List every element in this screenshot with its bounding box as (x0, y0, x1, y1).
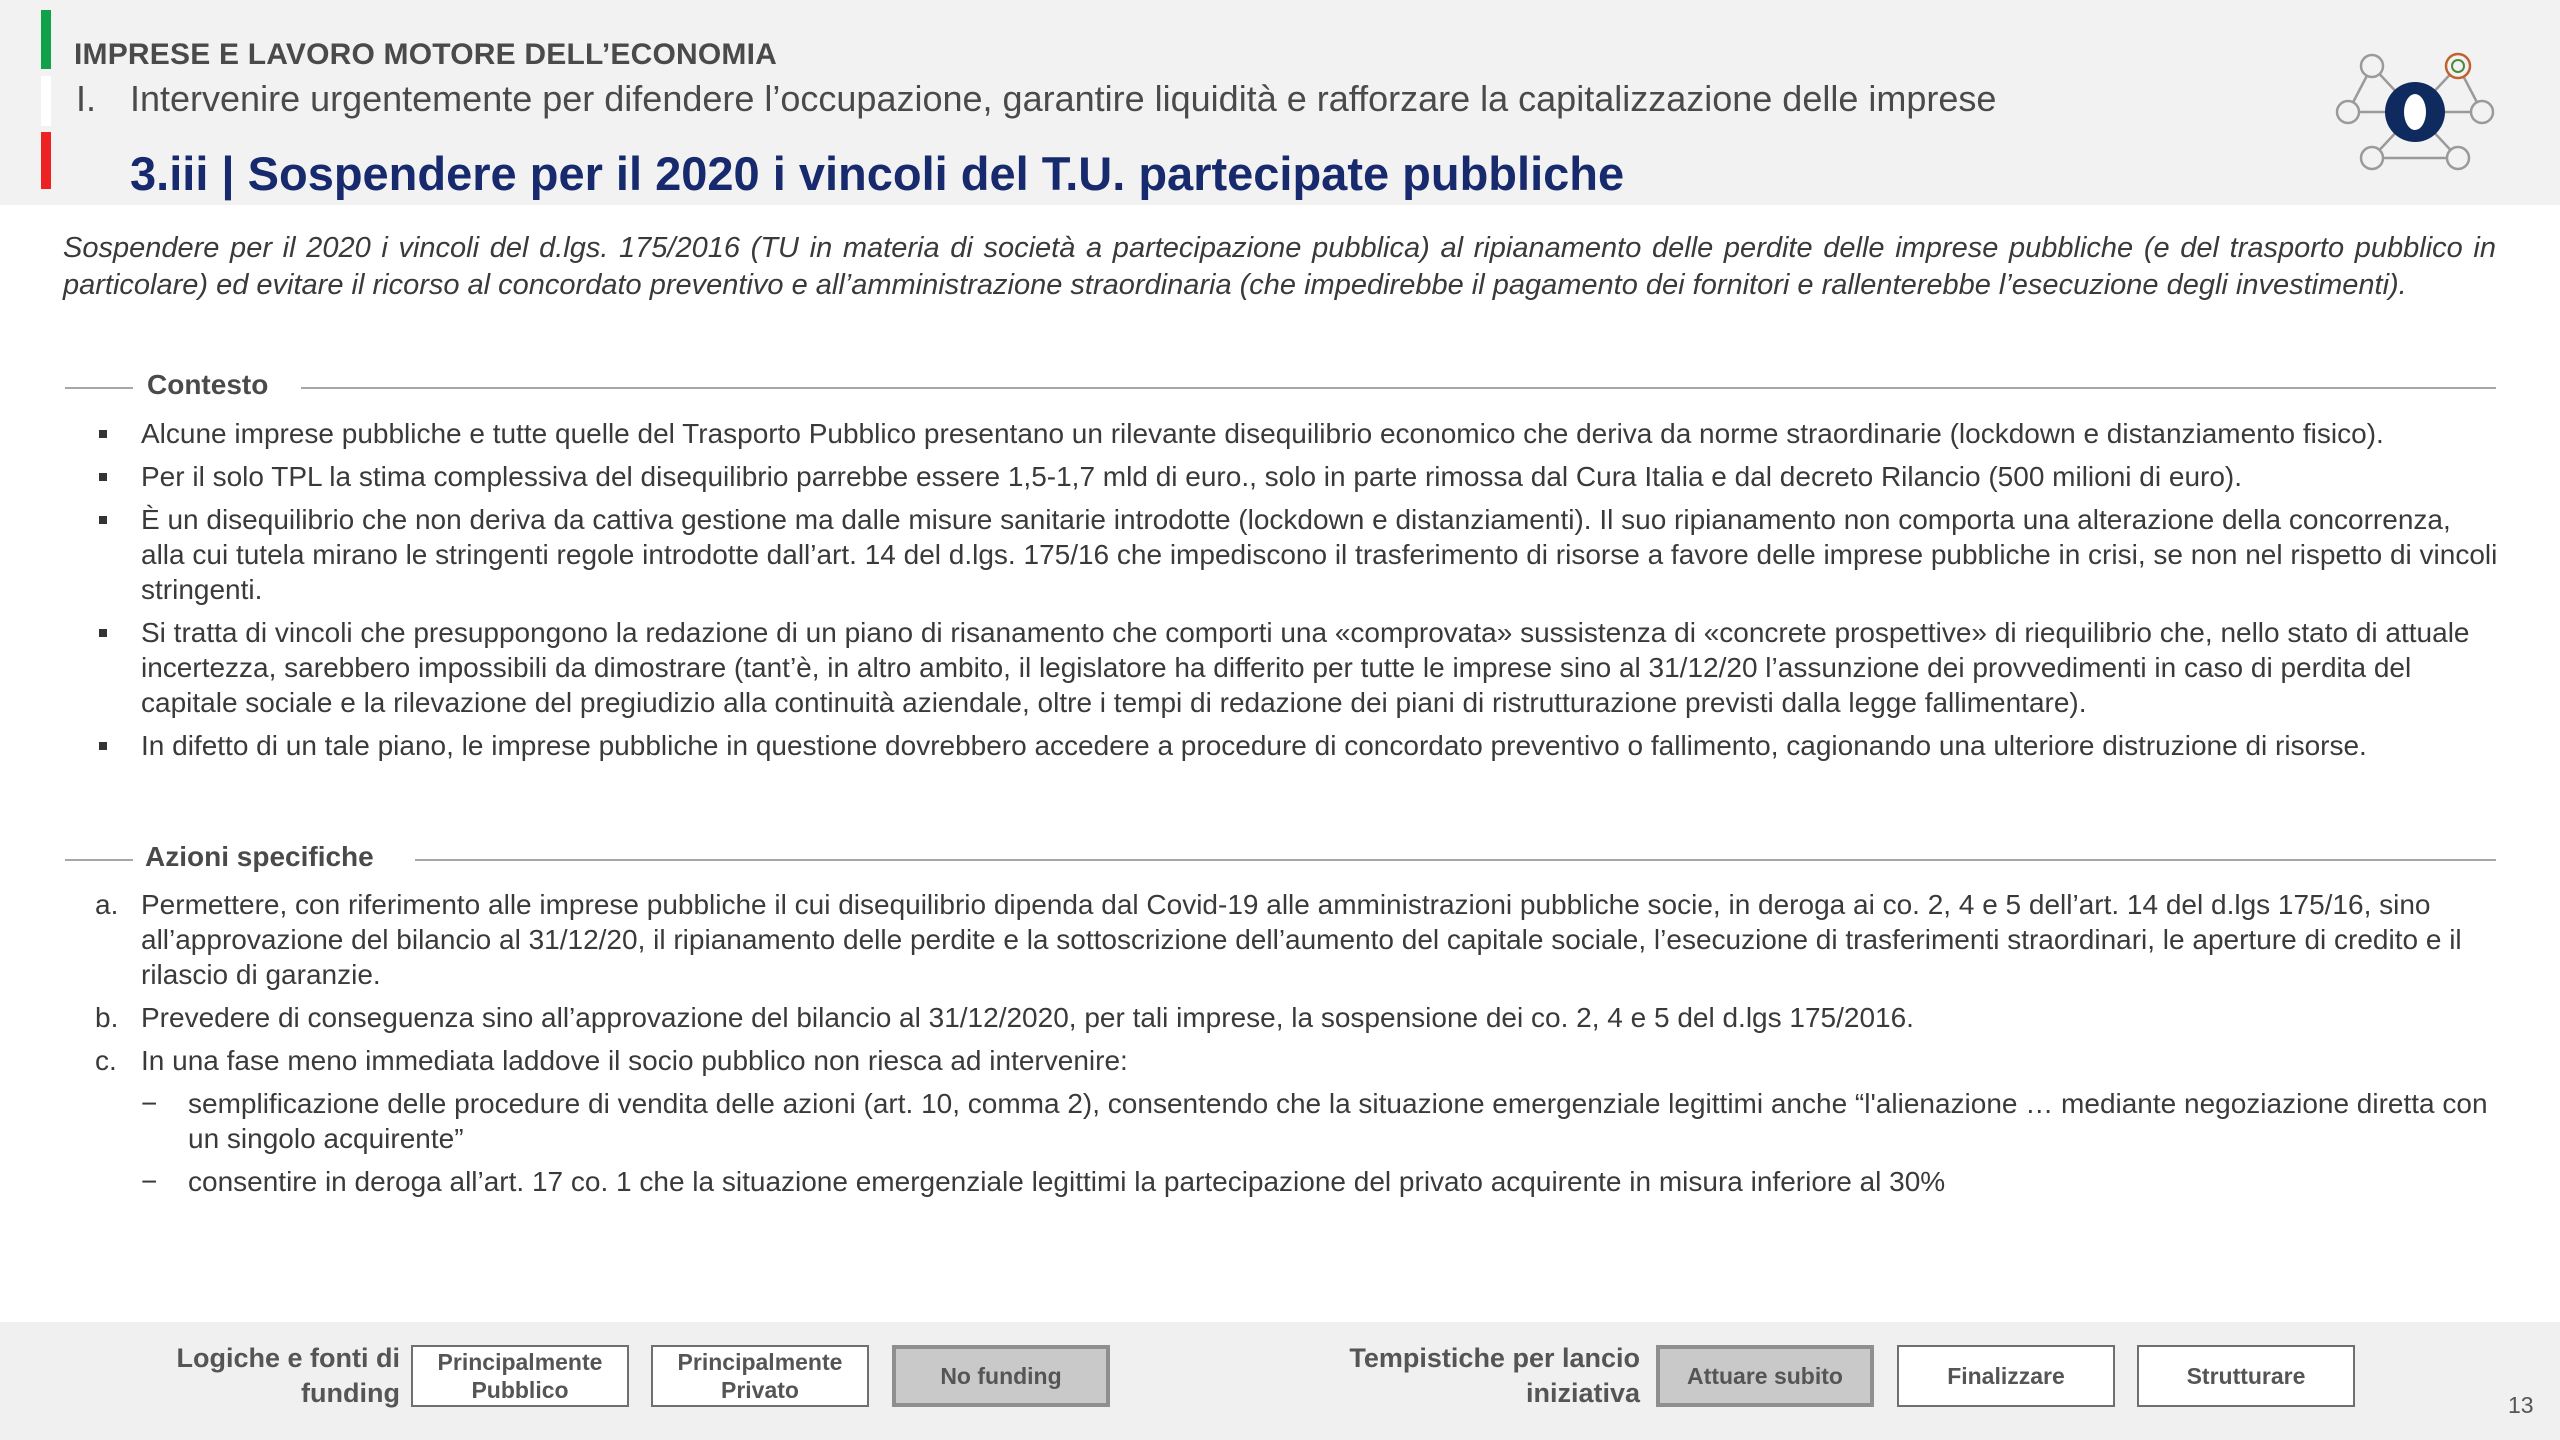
funding-option-pubblico[interactable]: Principalmente Pubblico (411, 1345, 629, 1407)
list-item-text: semplificazione delle procedure di vendita delle azioni (art. 10, comma 2), consentendo che la situazione emergenziale legittimi anche “l'alienazione … mediante negoziazione diretta con un singolo acquirente” (188, 1088, 2488, 1154)
timing-label: Tempistiche per lancio iniziativa (1349, 1343, 1640, 1408)
azioni-sublist (141, 1086, 2500, 1199)
contesto-section-header (63, 367, 2496, 407)
list-item (95, 615, 2500, 720)
list-item (95, 502, 2500, 607)
header-band (0, 0, 2560, 205)
list-item-text: In una fase meno immediata laddove il socio pubblico non riesca ad intervenire: (141, 1045, 1128, 1076)
bullet-icon (99, 430, 107, 438)
chapter-subtitle (76, 78, 1996, 120)
list-item-text: In difetto di un tale piano, le imprese pubbliche in questione dovrebbero accedere a procedure di concordato preventivo o fallimento, cagionando una ulteriore distruzione di risorse. (141, 730, 2367, 761)
list-item-text: È un disequilibrio che non deriva da cattiva gestione ma dalle misure sanitarie introdotte (lockdown e distanziamenti). Il suo ripianamento non comporta una alterazione della concorrenza, alla cui tutela mirano le stringenti regole introdotte dall’art. 14 del d.lgs. 175/16 che impediscono il trasferimento di risorse a favore delle imprese pubbliche in crisi, se non nel rispetto di vincoli stringenti. (141, 504, 2498, 605)
divider-line (65, 387, 133, 389)
section-kicker: IMPRESE E LAVORO MOTORE DELL’ECONOMIA (74, 38, 778, 71)
list-item-text: Permettere, con riferimento alle imprese pubbliche il cui disequilibrio dipenda dal Covid-19 alle amministrazioni pubbliche socie, in deroga ai co. 2, 4 e 5 dell’art. 14 del d.lgs 175/16, sino all’approvazione del bilancio al 31/12/20, il ripianamento delle perdite e la sottoscrizione dell’aumento del capitale sociale, l’esecuzione di trasferimenti straordinari, le aperture di credito e il rilascio di garanzie. (141, 889, 2462, 990)
list-item (95, 1000, 2500, 1035)
list-item (95, 1043, 2500, 1199)
list-marker: c. (95, 1045, 117, 1076)
funding-label: Logiche e fonti di funding (176, 1343, 400, 1408)
chapter-number: I. (76, 78, 97, 119)
divider-line (301, 387, 2496, 389)
network-logo-icon (2330, 42, 2500, 182)
azioni-heading: Azioni specifiche (145, 841, 374, 872)
page-title: 3.iii | Sospendere per il 2020 i vincoli del T.U. partecipate pubbliche (130, 147, 1625, 200)
bullet-icon (99, 516, 107, 524)
divider-line (65, 859, 133, 861)
contesto-heading: Contesto (147, 369, 269, 400)
list-item-text: Per il solo TPL la stima complessiva del disequilibrio parrebbe essere 1,5-1,7 mld di euro., solo in parte rimossa dal Cura Italia e dal decreto Rilancio (500 milioni di euro). (141, 461, 2243, 492)
funding-option-privato[interactable]: Principalmente Privato (651, 1345, 869, 1407)
list-item (95, 459, 2500, 494)
list-item (95, 728, 2500, 763)
bullet-icon (99, 629, 107, 637)
list-marker: − (141, 1166, 158, 1197)
intro-paragraph: Sospendere per il 2020 i vincoli del d.lgs. 175/2016 (TU in materia di società a partecipazione pubblica) al ripianamento delle perdite delle imprese pubbliche (e del trasporto pubblico in particolare) ed evitare il ricorso al concordato preventivo e all’amministrazione straordinaria (che impedirebbe il pagamento dei fornitori e rallenterebbe l’esecuzione degli investimenti). (63, 232, 2496, 301)
timing-option-finalizzare[interactable]: Finalizzare (1897, 1345, 2115, 1407)
funding-option-no-funding[interactable]: No funding (892, 1345, 1110, 1407)
divider-line (415, 859, 2496, 861)
flag-green-stripe (41, 10, 51, 69)
azioni-section-header (63, 839, 2496, 879)
list-marker: − (141, 1088, 158, 1119)
flag-red-stripe (41, 132, 51, 189)
page-number: 13 (2508, 1392, 2534, 1418)
timing-option-strutturare[interactable]: Strutturare (2137, 1345, 2355, 1407)
timing-option-attuare-subito[interactable]: Attuare subito (1656, 1345, 1874, 1407)
list-item-text: Si tratta di vincoli che presuppongono la redazione di un piano di risanamento che comporti una «comprovata» sussistenza di «concrete prospettive» di riequilibrio che, nello stato di attuale incertezza, sarebbero impossibili da dimostrare (tant’è, in altro ambito, il legislatore ha differito per tutte le imprese sino al 31/12/20 l’assunzione dei provvedimenti in caso di perdita del capitale sociale e la rilevazione del pregiudizio alla continuità aziendale, oltre i tempi di redazione dei piani di ristrutturazione previsti dalla legge fallimentare). (141, 617, 2470, 718)
chapter-subtitle-text: Intervenire urgentemente per difendere l’occupazione, garantire liquidità e rafforzare la capitalizzazione delle imprese (130, 78, 1997, 119)
sublist-item (141, 1164, 2500, 1199)
list-item (95, 416, 2500, 451)
bullet-icon (99, 473, 107, 481)
contesto-list (95, 416, 2500, 771)
bullet-icon (99, 742, 107, 750)
list-item (95, 887, 2500, 992)
azioni-list (95, 887, 2500, 1207)
list-marker: a. (95, 889, 119, 920)
list-item-text: consentire in deroga all’art. 17 co. 1 che la situazione emergenziale legittimi la partecipazione del privato acquirente in misura inferiore al 30% (188, 1166, 1946, 1197)
list-item-text: Prevedere di conseguenza sino all’approvazione del bilancio al 31/12/2020, per tali imprese, la sospensione dei co. 2, 4 e 5 del d.lgs 175/2016. (141, 1002, 1914, 1033)
flag-white-stripe (41, 76, 51, 126)
list-item-text: Alcune imprese pubbliche e tutte quelle del Trasporto Pubblico presentano un rilevante disequilibrio economico che deriva da norme straordinarie (lockdown e distanziamento fisico). (141, 418, 2384, 449)
sublist-item (141, 1086, 2500, 1156)
list-marker: b. (95, 1002, 119, 1033)
